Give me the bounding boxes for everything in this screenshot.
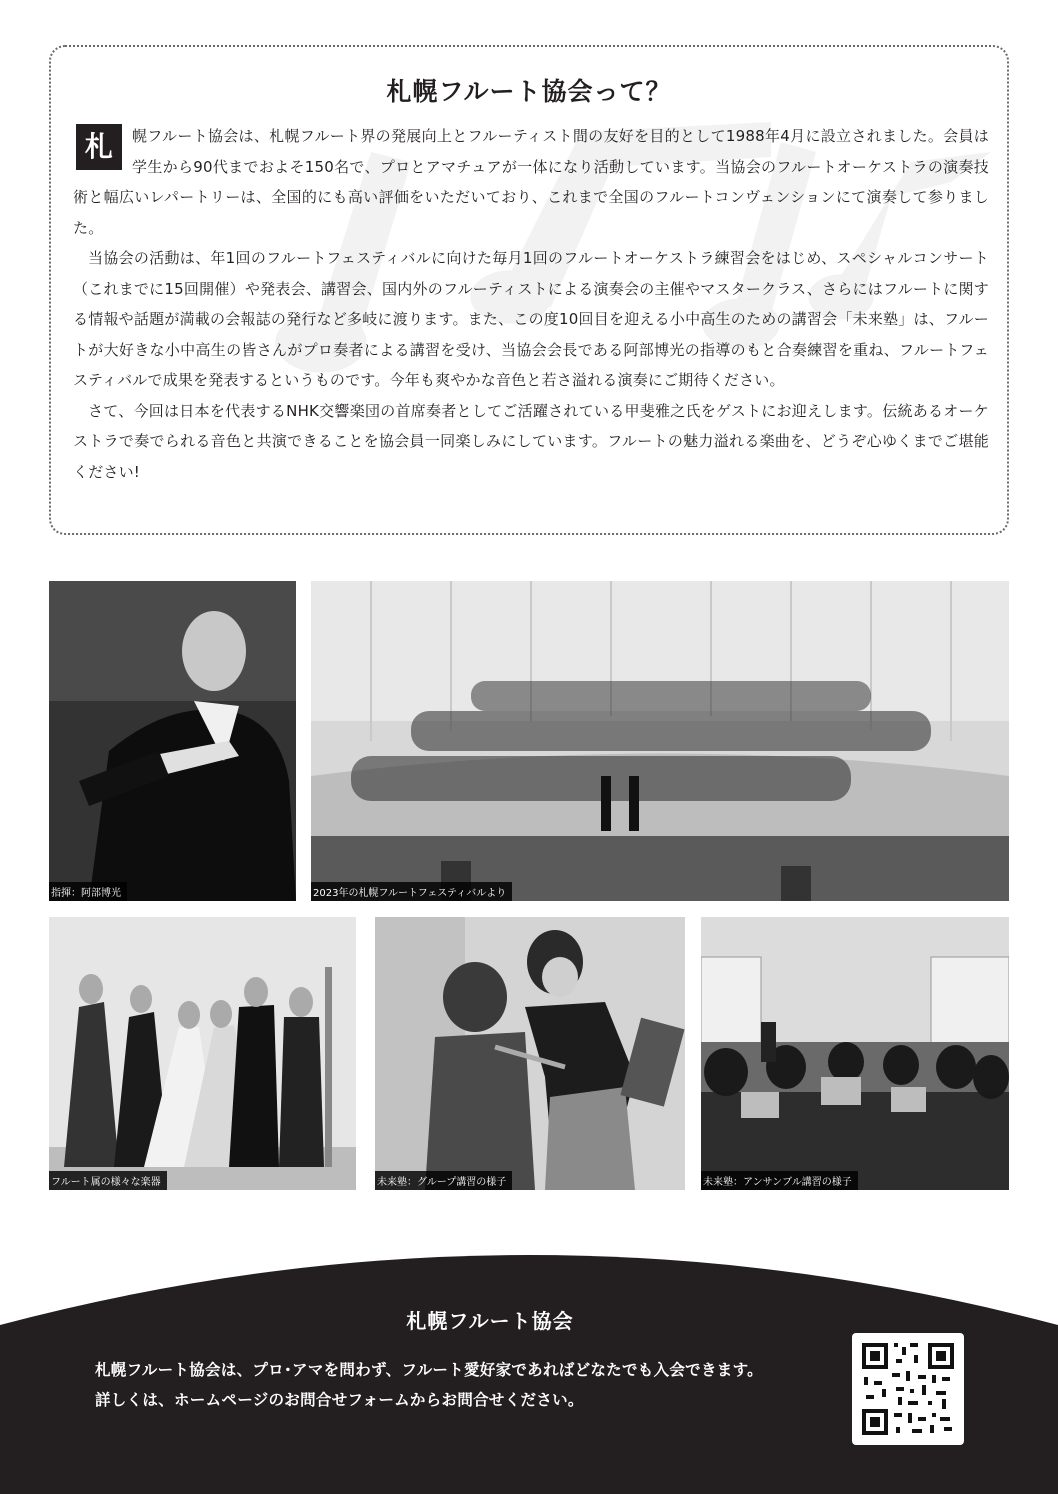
conductor-photo — [49, 581, 296, 901]
instruments-image — [49, 917, 356, 1190]
intro-paragraph-1 — [73, 121, 989, 243]
instruments-photo — [49, 917, 356, 1190]
group-lesson-photo — [375, 917, 685, 1190]
ensemble-lesson-image — [701, 917, 1009, 1190]
instruments-caption: フルート属の様々な楽器 — [49, 1171, 167, 1190]
conductor-image — [49, 581, 296, 901]
group-lesson-image — [375, 917, 685, 1190]
footer-line-2: 詳しくは、ホームページのお問合せフォームからお問合せください。 — [95, 1391, 584, 1409]
dropcap: 札 — [76, 124, 122, 170]
intro-paragraph-3: さて、今回は日本を代表するNHK交響楽団の首席奏者としてご活躍されている甲斐雅之氏をゲストにお迎えします。伝統あるオーケストラで奏でられる音色と共演できることを協会員一同楽しみにしています。フルートの魅力溢れる楽曲を、どうぞ心ゆくまでご堪能ください! — [73, 401, 989, 481]
qr-code-image — [852, 1333, 964, 1445]
conductor-caption: 指揮：阿部博光 — [49, 882, 127, 901]
festival-caption: 2023年の札幌フルートフェスティバルより — [311, 882, 512, 901]
ensemble-lesson-caption: 未来塾：アンサンブル講習の様子 — [701, 1171, 858, 1190]
intro-paragraph-2: 当協会の活動は、年1回のフルートフェスティバルに向けた毎月1回のフルートオーケストラ練習会をはじめ、スペシャルコンサート（これまでに15回開催）や発表会、講習会、国内外のフルーティストによる演奏会の主催やマスタークラス、さらにはフルートに関する情報や話題が満載の会報誌の発行など多岐に渡ります。また、この度10回目を迎える小中高生のための講習会「未来塾」は、フルートが大好きな小中高生の皆さんがプロ奏者による講習を受け、当協会会長である阿部博光の指導のもと合奏練習を重ね、フルートフェスティバルで成果を発表するというものです。今年も爽やかな音色と若さ溢れる演奏にご期待ください。 — [73, 249, 989, 389]
intro-text — [73, 121, 989, 487]
group-lesson-caption: 未来塾：グループ講習の様子 — [375, 1171, 512, 1190]
footer-text — [95, 1355, 763, 1415]
footer — [0, 1255, 1058, 1494]
qr-code-icon[interactable] — [852, 1333, 964, 1445]
footer-title: 札幌フルート協会 — [406, 1309, 574, 1333]
festival-image — [311, 581, 1009, 901]
intro-title: 札幌フルート協会って？ — [386, 77, 672, 106]
intro-box — [49, 45, 1009, 535]
festival-photo — [311, 581, 1009, 901]
intro-paragraph-1-text: 幌フルート協会は、札幌フルート界の発展向上とフルーティスト間の友好を目的として1988年4月に設立されました。会員は学生から90代までおよそ150名で、プロとアマチュアが一体になり活動しています。当協会のフルートオーケストラの演奏技術と幅広いレパートリーは、全国的にも高い評価をいただいており、これまで全国のフルートコンヴェンションにて演奏して参りました。 — [73, 127, 989, 237]
ensemble-lesson-photo — [701, 917, 1009, 1190]
footer-line-1: 札幌フルート協会は、プロ･アマを問わず、フルート愛好家であればどなたでも入会できます。 — [95, 1361, 763, 1379]
